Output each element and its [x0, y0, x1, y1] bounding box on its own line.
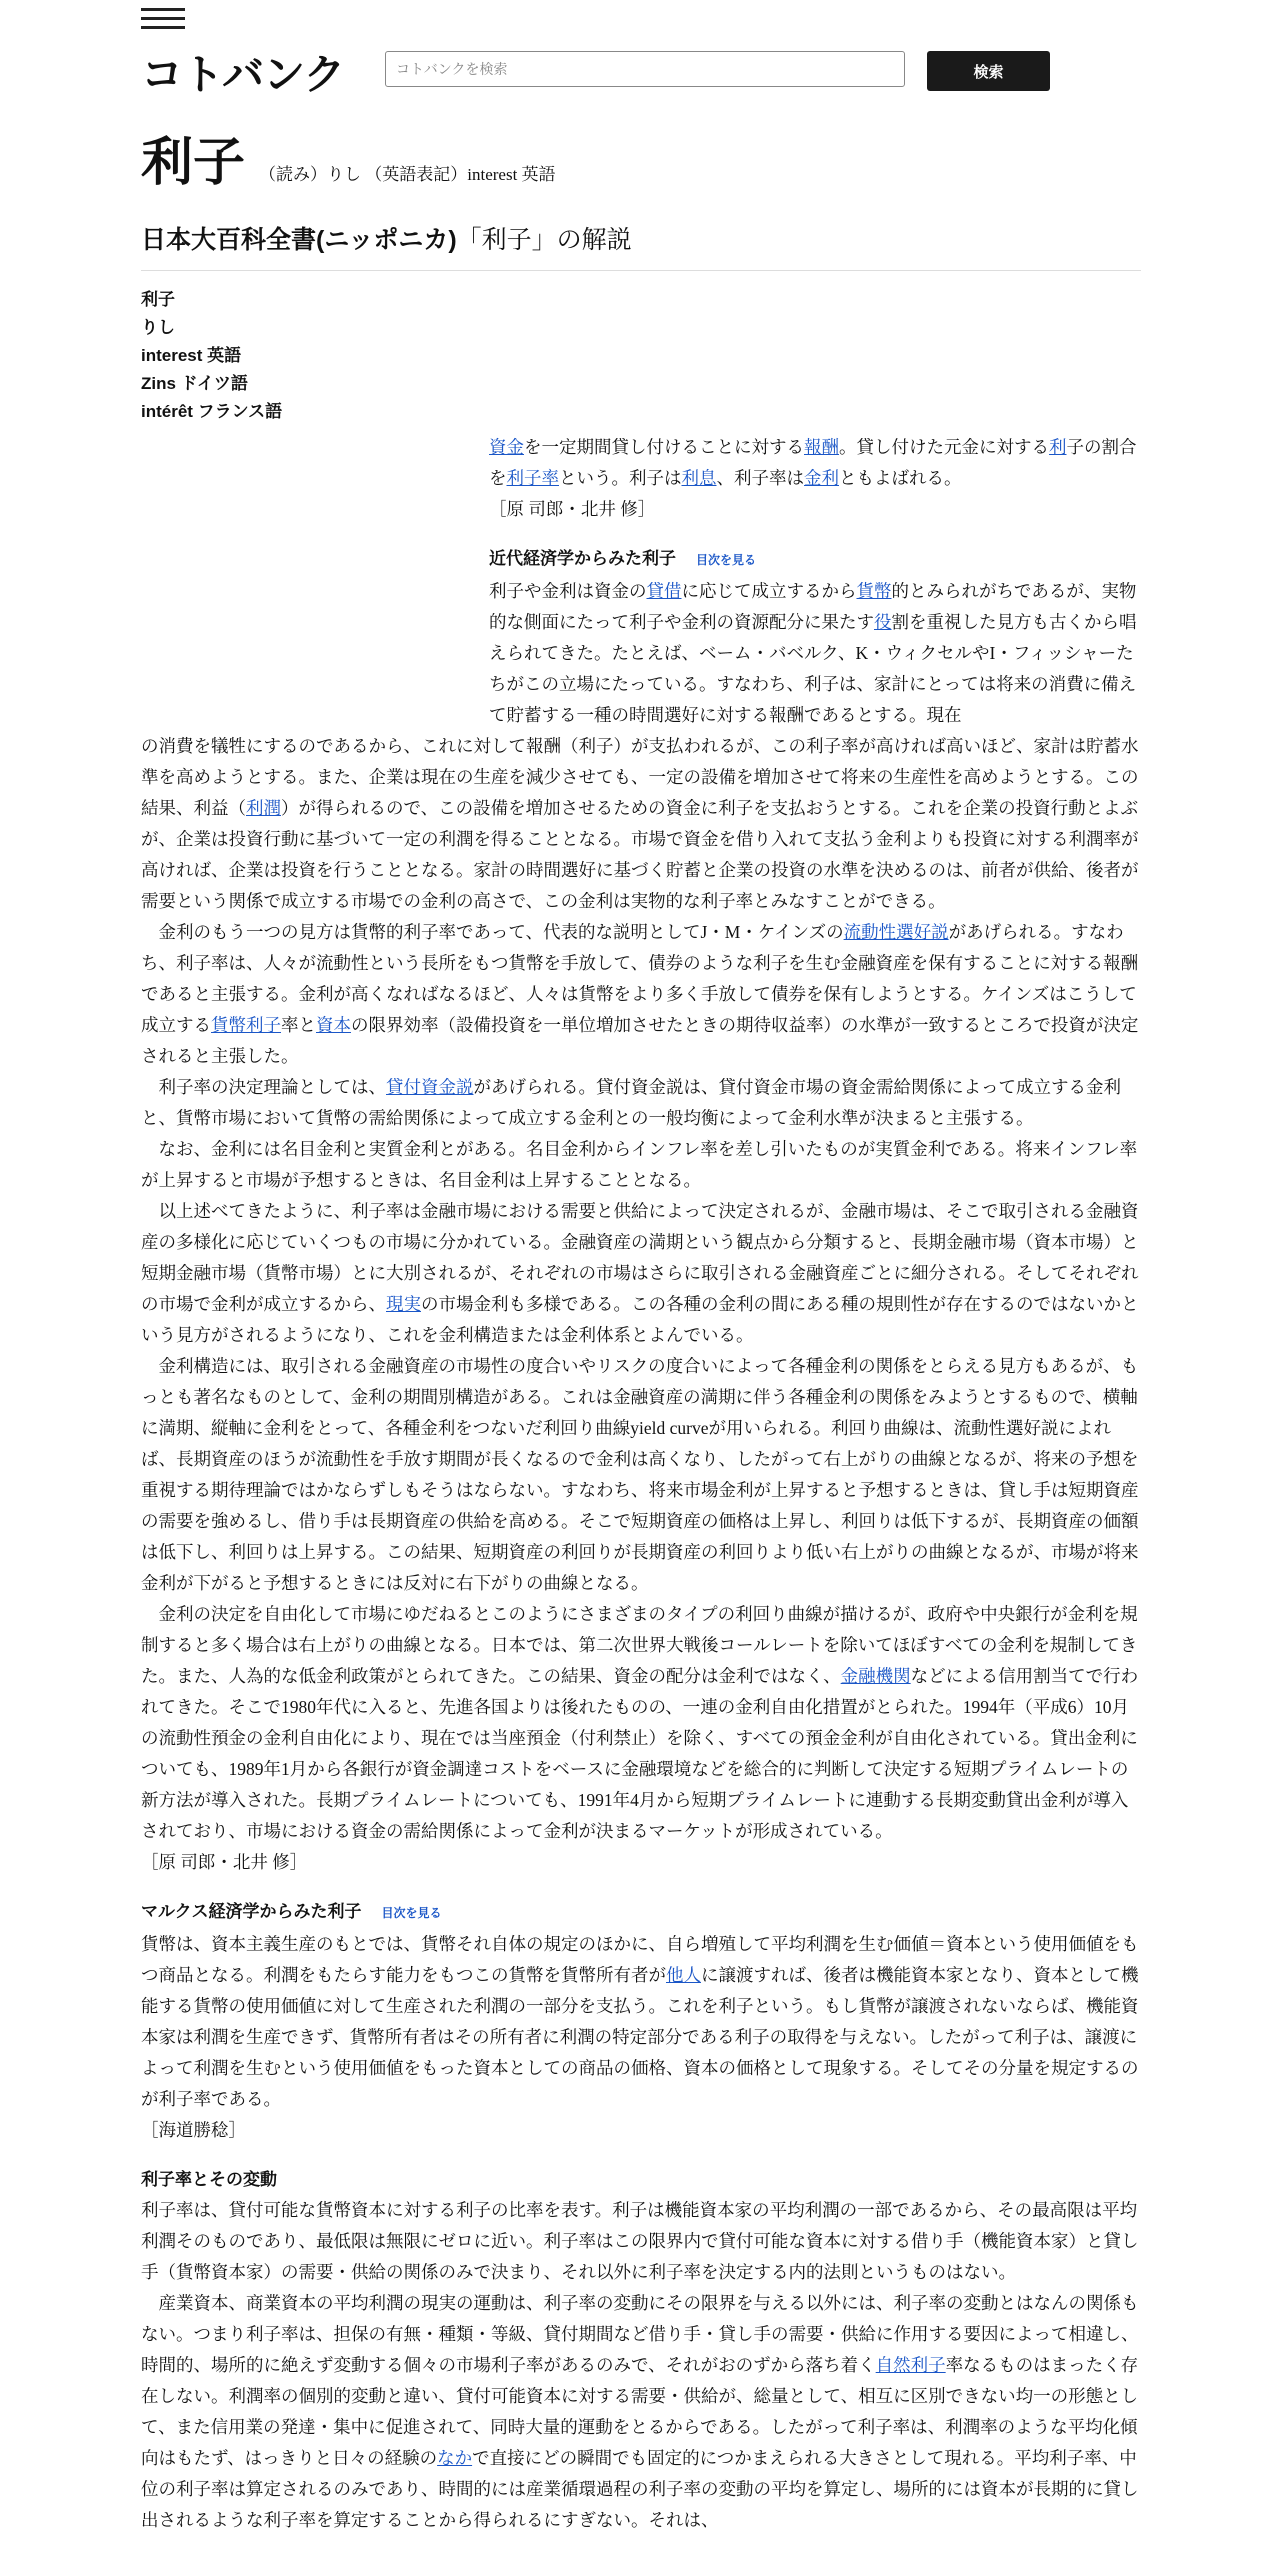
section-heading: 利子率とその変動 [141, 2170, 277, 2189]
term: 利子 [141, 290, 175, 309]
link-kinri[interactable]: 金利 [804, 468, 839, 488]
term-list [141, 286, 282, 426]
link-rishiritsu[interactable]: 利子率 [506, 468, 559, 488]
entry-reading: （読み）りし （英語表記）interest 英語 [259, 165, 556, 184]
body-text: 利子率の決定理論としては、貸付資金説があげられる。貸付資金説は、貸付資金市場の資金需給関係によって成立する金利と、貨幣市場において貨幣の需給関係によって成立する金利との一般均衡によって金利水準が決まると主張する。 [141, 1077, 1121, 1128]
body-text: 金利のもう一つの見方は貨幣的利子率であって、代表的な説明としてJ・M・ケインズの流動性選好説があげられる。すなわち、利子率は、人々が流動性という長所をもつ貨幣を手放して、債券のような利子を生む金融資産を保有することに対する報酬であると主張する。金利が高くなればなるほど、人々は貨幣をより多く手放して債券を保有しようとする。ケインズはこうして成立する貨幣利子率と資本の限界効率（設備投資を一単位増加させたときの期待収益率）の水準が一致するところで投資が決定されると主張した。 [141, 922, 1139, 1066]
toc-link[interactable]: 目次を見る [381, 1906, 442, 1920]
author-credit: ［海道勝稔］ [141, 2120, 246, 2140]
hamburger-menu-icon[interactable] [141, 8, 185, 30]
source-heading [141, 220, 1141, 271]
section-heading: 近代経済学からみた利子 目次を見る [489, 549, 757, 568]
term: りし [141, 318, 175, 337]
body-text: 以上述べてきたように、利子率は金融市場における需要と供給によって決定されるが、金融市場は、そこで取引される金融資産の多様化に応じていくつもの市場に分かれている。金融資産の満期という観点から分類すると、長期金融市場（資本市場）と短期金融市場（貨幣市場）とに大別されるが、それぞれの市場はさらに取引される金融資産ごとに細分される。そしてそれぞれの市場で金利が成立するから、現実の市場金利も多様である。この各種の金利の間にある種の規則性が存在するのではないかという見方がされるようになり、これを金利構造または金利体系とよんでいる。 [141, 1201, 1139, 1345]
search-button[interactable]: 検索 [927, 51, 1050, 91]
link-risoku[interactable]: 利息 [681, 468, 717, 488]
body-text: なお、金利には名目金利と実質金利とがある。名目金利からインフレ率を差し引いたものが実質金利である。将来インフレ率が上昇すると市場が予想するときは、名目金利は上昇することとなる。 [141, 1139, 1138, 1190]
link-houshu[interactable]: 報酬 [804, 437, 839, 457]
toc-link[interactable]: 目次を見る [696, 553, 757, 567]
site-logo[interactable]: コトバンク [141, 50, 345, 99]
body-text: 利子率は、貸付可能な貨幣資本に対する利子の比率を表す。利子は機能資本家の平均利潤の一部であるから、その最高限は平均利潤そのものであり、最低限は無限にゼロに近い。利子率はこの限界内で貸付可能な資本に対する借り手（機能資本家）と貸し手（貨幣資本家）の需要・供給の関係のみで決まり、それ以外に利子率を決定する内的法則というものはない。 [141, 2200, 1139, 2282]
search-input[interactable] [385, 51, 905, 87]
body-text: 貨幣は、資本主義生産のもとでは、貨幣それ自体の規定のほかに、自ら増殖して平均利潤を生む価値＝資本という使用価値をもつ商品となる。利潤をもたらす能力をもつこの貨幣を貨幣所有者が他人に譲渡すれば、後者は機能資本家となり、資本として機能する貨幣の使用価値に対して生産された利潤の一部分を支払う。これを利子という。もし貨幣が譲渡されないならば、機能資本家は利潤を生産できず、貨幣所有者はその所有者に利潤の特定部分である利子の取得を与えない。したがって利子は、譲渡によって利潤を生むという使用価値をもった資本としての商品の価格、資本の価格として現象する。そしてその分量を規定するのが利子率である。 [141, 1934, 1139, 2109]
section-heading: マルクス経済学からみた利子 目次を見る [141, 1902, 442, 1921]
link-ri[interactable]: 利 [1049, 437, 1067, 457]
source-suffix: 「利子」の解説 [456, 226, 632, 254]
body-text: 金利の決定を自由化して市場にゆだねるとこのようにさまざまのタイプの利回り曲線が描けるが、政府や中央銀行が金利を規制すると多く場合は右上がりの曲線となる。日本では、第二次世界大戦後コールレートを除いてほぼすべての金利を規制してきた。また、人為的な低金利政策がとられてきた。この結果、資金の配分は金利ではなく、金融機関などによる信用割当てで行われてきた。そこで1980年代に入ると、先進各国よりは後れたものの、一連の金利自由化措置がとられた。1994年（平成6）10月の流動性預金の金利自由化により、現在では当座預金（付利禁止）を除く、すべての預金金利が自由化されている。貸出金利についても、1989年1月から各銀行が資金調達コストをベースに金融環境などを総合的に判断して決定する短期プライムレートの新方法が導入された。長期プライムレートについても、1991年4月から短期プライムレートに連動する長期変動貸出金利が導入されており、市場における資金の需給関係によって金利が決まるマーケットが形成されている。 [141, 1604, 1139, 1841]
term: intérêt フランス語 [141, 402, 283, 421]
intro-paragraph: 資金を一定期間貸し付けることに対する報酬。貸し付けた元金に対する利子の割合を利子率という。利子は利息、利子率は金利ともよばれる。 [489, 437, 1137, 488]
body-text: 金利構造には、取引される金融資産の市場性の度合いやリスクの度合いによって各種金利の関係をとらえる見方もあるが、もっとも著名なものとして、金利の期間別構造がある。これは金融資産の満期に伴う各種金利の関係をみようとするもので、横軸に満期、縦軸に金利をとって、各種金利をつないだ利回り曲線yield curveが用いられる。利回り曲線は、流動性選好説によれば、長期資産のほうが流動性を手放す期間が長くなるので金利は高くなり、したがって右上がりの曲線となるが、将来の予想を重視する期待理論ではかならずしもそうはならない。すなわち、将来市場金利が上昇すると予想するときは、貸し手は短期資産の需要を強めるし、借り手は長期資産の供給を高める。そこで短期資産の価格は上昇し、利回りは低下するが、長期資産の価額は低下し、利回りは上昇する。この結果、短期資産の利回りが長期資産の利回りより低い右上がりの曲線となるが、市場が将来金利が下がると予想するときには反対に右下がりの曲線となる。 [141, 1356, 1139, 1593]
entry-title: 利子 [141, 132, 246, 193]
term: Zins ドイツ語 [141, 374, 248, 393]
author-credit: ［原 司郎・北井 修］ [141, 1852, 308, 1872]
body-text: 利子や金利は資金の貸借に応じて成立するから貨幣的とみられがちであるが、実物的な側面にたって利子や金利の資源配分に果たす役割を重視した見方も古くから唱えられてきた。たとえば、ベーム・バベルク、K・ウィクセルやI・フィッシャーたちがこの立場にたっている。すなわち、利子は、家計にとっては将来の消費に備えて貯蓄する一種の時間選好に対する報酬であるとする。現在 の消費を犠牲にするのであるから、これに対して報酬（利子）が支払われるが、この利子率が高ければ高いほど、家計は貯蓄水準を高めようとする。また、企業は現在の生産を減少させても、一定の設備を増加させて将来の生産性を高めようとする。この結果、利益（利潤）が得られるので、この設備を増加させるための資金に利子を支払おうとする。これを企業の投資行動とよぶが、企業は投資行動に基づいて一定の利潤を得ることとなる。市場で資金を借り入れて支払う金利よりも投資に対する利潤率が高ければ、企業は投資を行うこととなる。家計の時間選好に基づく貯蓄と企業の投資の水準を決めるのは、前者が供給、後者が需要という関係で成立する市場での金利の高さで、この金利は実物的な利子率とみなすことができる。 [141, 581, 1139, 911]
entry-heading [141, 120, 556, 195]
article-body [141, 432, 1141, 2536]
term: interest 英語 [141, 346, 242, 365]
source-name: 日本大百科全書(ニッポニカ) [141, 226, 457, 254]
link-shikin[interactable]: 資金 [489, 437, 524, 457]
author-credit: ［原 司郎・北井 修］ [489, 499, 656, 519]
body-text: 産業資本、商業資本の平均利潤の現実の運動は、利子率の変動にその限界を与える以外には、利子率の変動とはなんの関係もない。つまり利子率は、担保の有無・種類・等級、貸付期間など借り手・貸し手の需要・供給に作用する要因によって相違し、時間的、場所的に絶えず変動する個々の市場利子率があるのみで、それがおのずから落ち着く自然利子率なるものはまったく存在しない。利潤率の個別的変動と違い、貸付可能資本に対する需要・供給が、総量として、相互に区別できない均一の形態として、また信用業の発達・集中に促進されて、同時大量的運動をとるからである。したがって利子率は、利潤率のような平均化傾向はもたず、はっきりと日々の経験のなかで直接にどの瞬間でも固定的につかまえられる大きさとして現れる。平均利子率、中位の利子率は算定されるのみであり、時間的には産業循環過程の利子率の変動の平均を算定し、場所的には資本が長期的に貸し出されるような利子率を算定することから得られるにすぎない。それは、 [141, 2293, 1139, 2530]
